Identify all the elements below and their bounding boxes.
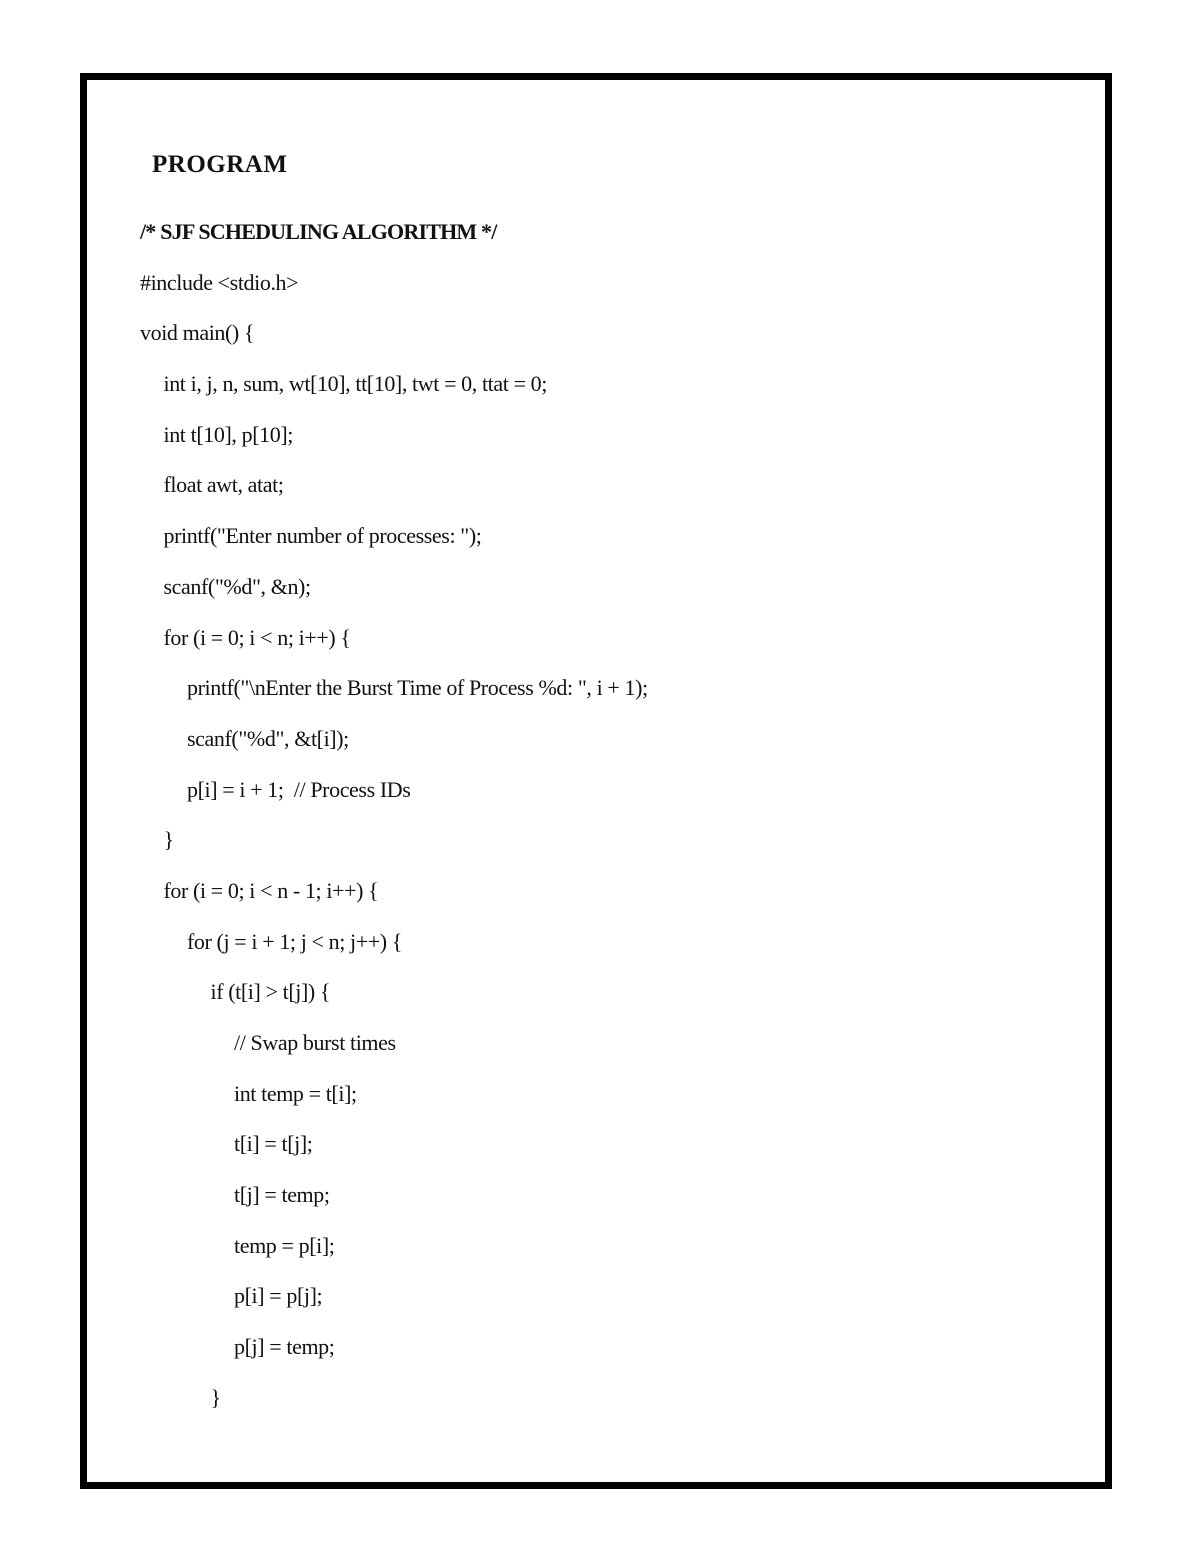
code-listing: [140, 212, 648, 1429]
code-line: p[i] = i + 1; // Process IDs: [187, 776, 411, 802]
code-line: #include <stdio.h>: [140, 269, 299, 295]
code-comment-title: /* SJF SCHEDULING ALGORITHM */: [140, 219, 497, 244]
code-line: t[j] = temp;: [234, 1182, 330, 1208]
code-line: for (i = 0; i < n; i++) {: [163, 624, 351, 650]
code-line: int i, j, n, sum, wt[10], tt[10], twt = 0, ttat = 0;: [163, 371, 547, 397]
code-line: float awt, atat;: [163, 472, 284, 498]
code-line: p[i] = p[j];: [234, 1283, 323, 1309]
code-line: t[i] = t[j];: [234, 1131, 313, 1157]
code-line: void main() {: [140, 320, 255, 346]
code-line: for (j = i + 1; j < n; j++) {: [187, 928, 402, 954]
code-line: int t[10], p[10];: [163, 421, 293, 447]
code-line: printf("Enter number of processes: ");: [163, 523, 482, 549]
code-line: p[j] = temp;: [234, 1334, 335, 1360]
code-line: for (i = 0; i < n - 1; i++) {: [163, 877, 379, 903]
code-line: int temp = t[i];: [234, 1080, 357, 1106]
code-line: }: [163, 827, 174, 853]
code-line: scanf("%d", &t[i]);: [187, 725, 349, 751]
code-line: }: [210, 1384, 221, 1410]
code-line: scanf("%d", &n);: [163, 573, 311, 599]
page-heading: PROGRAM: [152, 151, 288, 178]
code-line: printf("\nEnter the Burst Time of Process %d: ", i + 1);: [187, 675, 648, 701]
code-line: // Swap burst times: [234, 1030, 396, 1055]
code-line: if (t[i] > t[j]) {: [210, 979, 331, 1005]
code-line: temp = p[i];: [234, 1232, 335, 1258]
